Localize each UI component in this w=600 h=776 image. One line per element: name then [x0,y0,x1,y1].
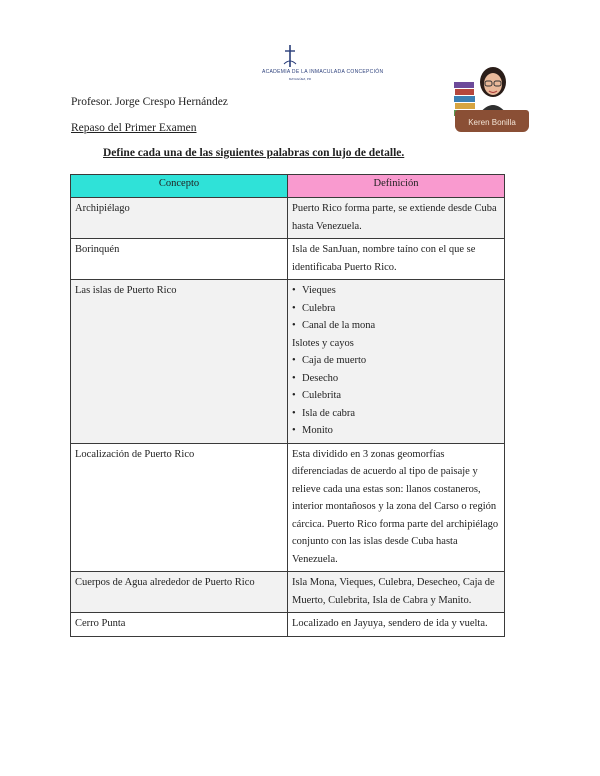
concept-cell: Localización de Puerto Rico [71,443,288,572]
logo-subtext: MAYAGÜEZ, PR [288,77,312,81]
table-row [71,280,505,444]
definition-cell: Esta dividido en 3 zonas geomorfías diferenciadas de acuerdo al tipo de paisaje y relieve cada una estas son: llanos costaneros, interior montañosos y la zona del Carso o región cárcica. Puerto Rico forma parte del archipiélago conjunto con las islas desde Cuba hasta Venezuela. [288,443,505,572]
definition-cell: Localizado en Jayuya, sendero de ida y vuelta. [288,613,505,637]
table-row [71,198,505,239]
teacher-avatar [451,66,533,134]
instructions: Define cada una de las siguientes palabras con lujo de detalle. [103,147,405,159]
islands-list [292,282,500,335]
concept-cell: Archipiélago [71,198,288,239]
list-item: • Caja de muerto [292,352,500,370]
table-row [71,572,505,613]
concept-cell: Cerro Punta [71,613,288,637]
table-header-row [71,175,505,198]
list-item: • Culebra [292,300,500,318]
islotes-list [292,352,500,440]
list-item: • Monito [292,422,500,440]
logo-text: ACADEMIA DE LA INMACULADA CONCEPCIÓN [262,69,384,75]
definition-cell: Puerto Rico forma parte, se extiende desde Cuba hasta Venezuela. [288,198,505,239]
avatar-name: Keren Bonilla [468,118,516,127]
concept-cell: Cuerpos de Agua alrededor de Puerto Rico [71,572,288,613]
definition-cell [288,280,505,444]
list-item: • Vieques [292,282,500,300]
table-row [71,239,505,280]
table-row [71,613,505,637]
person-icon [473,66,513,114]
professor-name: Profesor. Jorge Crespo Hernández [71,96,228,108]
concept-table [70,174,505,637]
list-item: • Isla de cabra [292,405,500,423]
header-definition: Definición [288,175,505,198]
cross-logo-icon [282,44,298,68]
definition-cell: Isla de SanJuan, nombre taíno con el que se identificaba Puerto Rico. [288,239,505,280]
review-title: Repaso del Primer Examen [71,122,197,134]
list-item: • Desecho [292,370,500,388]
header-concept: Concepto [71,175,288,198]
list-item: • Culebrita [292,387,500,405]
islotes-heading: Islotes y cayos [292,337,354,349]
concept-cell: Las islas de Puerto Rico [71,280,288,444]
concept-cell: Borinquén [71,239,288,280]
school-logo [262,44,384,84]
list-item: • Canal de la mona [292,317,500,335]
table-row [71,443,505,572]
definition-cell: Isla Mona, Vieques, Culebra, Desecheo, Caja de Muerto, Culebrita, Isla de Cabra y Manito. [288,572,505,613]
